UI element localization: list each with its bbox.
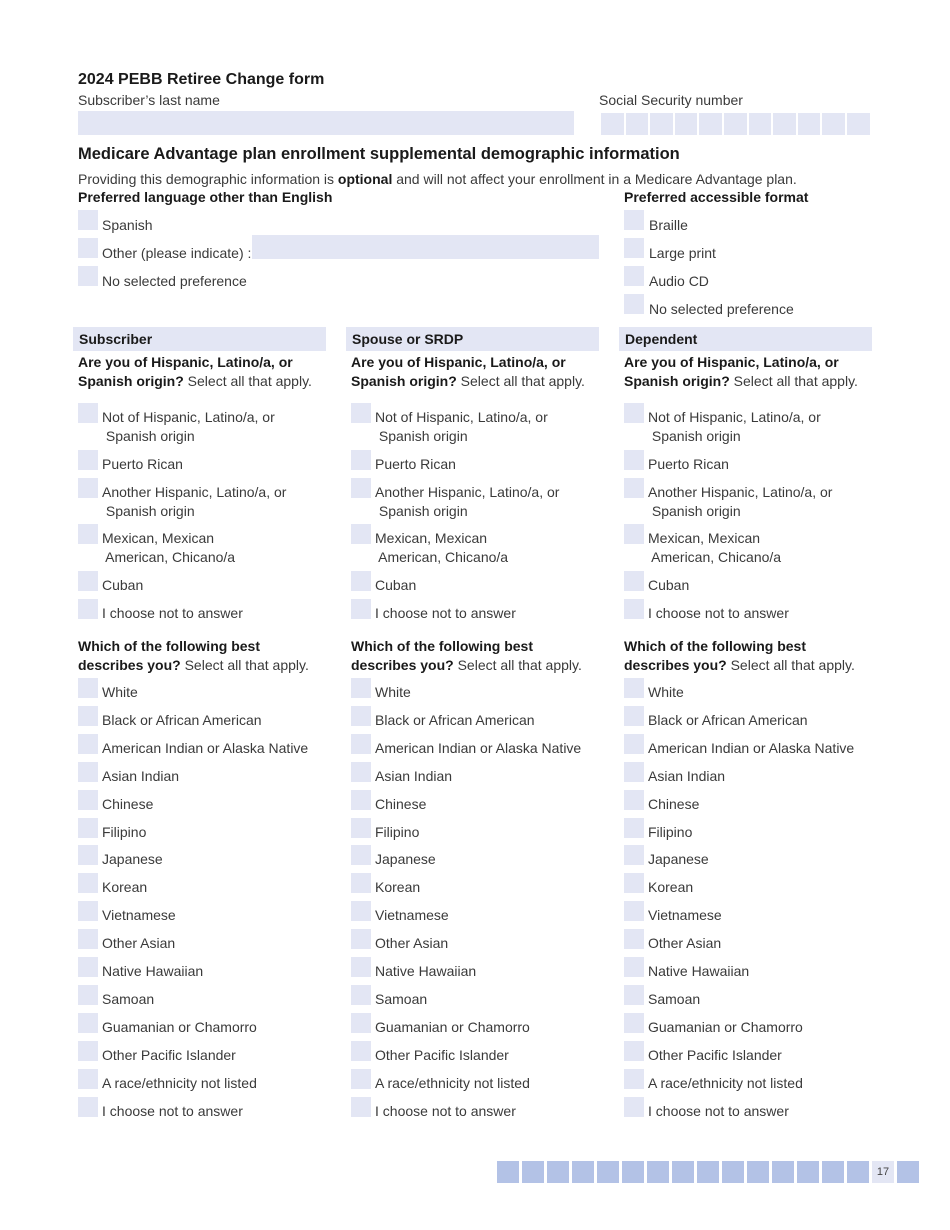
- hispanic-option-checkbox[interactable]: [78, 571, 98, 591]
- race-option-checkbox[interactable]: [624, 1013, 644, 1033]
- hispanic-option-label: Mexican, Mexican: [375, 530, 488, 546]
- hispanic-option-checkbox[interactable]: [351, 571, 371, 591]
- footer-cell: [897, 1161, 919, 1183]
- ssn-input[interactable]: [601, 113, 870, 135]
- race-option-checkbox[interactable]: [351, 957, 371, 977]
- ssn-label: Social Security number: [599, 92, 743, 108]
- race-option-checkbox[interactable]: [624, 678, 644, 698]
- hispanic-option-label: Spanish origin: [102, 503, 195, 519]
- hispanic-option-label: Cuban: [648, 577, 690, 593]
- race-option-label: Samoan: [648, 990, 701, 1007]
- race-option-label: Filipino: [648, 823, 693, 840]
- hispanic-option-label: Puerto Rican: [102, 456, 183, 472]
- footer-cell: [572, 1161, 594, 1183]
- race-option-label: Guamanian or Chamorro: [375, 1018, 530, 1035]
- race-option-checkbox[interactable]: [351, 901, 371, 921]
- ssn-digit-cell[interactable]: [847, 113, 870, 135]
- format-heading: Preferred accessible format: [624, 189, 809, 205]
- language-option-checkbox[interactable]: [78, 210, 98, 230]
- race-option-checkbox[interactable]: [78, 1013, 98, 1033]
- race-option-label: White: [375, 684, 411, 700]
- race-option-checkbox[interactable]: [624, 929, 644, 949]
- hispanic-option-checkbox[interactable]: [351, 450, 371, 470]
- race-option-label: Vietnamese: [648, 907, 722, 924]
- race-option-label: Black or African American: [648, 711, 808, 728]
- race-option-label: Native Hawaiian: [102, 963, 204, 979]
- race-option-label: Vietnamese: [375, 907, 449, 924]
- footer-cell: [747, 1161, 769, 1183]
- race-option-checkbox[interactable]: [351, 1097, 371, 1117]
- column-header: Dependent: [619, 327, 872, 351]
- race-option-label: Guamanian or Chamorro: [648, 1018, 803, 1035]
- hispanic-option-checkbox[interactable]: [78, 478, 98, 498]
- intro-text: Providing this demographic information is optional and will not affect your enrollment in a Medicare Advantage plan.: [78, 171, 797, 187]
- footer-cell: [497, 1161, 519, 1183]
- race-option-label: Other Pacific Islander: [102, 1046, 236, 1063]
- footer-cell: [772, 1161, 794, 1183]
- race-option-checkbox[interactable]: [351, 1069, 371, 1089]
- race-option-checkbox[interactable]: [78, 873, 98, 893]
- race-option-label: Other Asian: [375, 935, 449, 952]
- race-option-label: White: [102, 684, 138, 700]
- hispanic-option-checkbox[interactable]: [78, 599, 98, 619]
- race-option-label: American Indian or Alaska Native: [648, 739, 855, 756]
- race-option-checkbox[interactable]: [78, 929, 98, 949]
- hispanic-option-checkbox[interactable]: [78, 450, 98, 470]
- race-question: Which of the following best describes you? Select all that apply.: [351, 638, 582, 673]
- race-option-label: Filipino: [375, 823, 420, 840]
- format-option-checkbox[interactable]: [624, 294, 644, 314]
- hispanic-option-label: Mexican, Mexican: [648, 530, 761, 546]
- language-option-checkbox[interactable]: [78, 238, 98, 258]
- hispanic-option-label: Another Hispanic, Latino/a, or: [375, 484, 560, 500]
- race-option-checkbox[interactable]: [351, 678, 371, 698]
- race-option-label: Other Asian: [102, 935, 176, 952]
- race-option-checkbox[interactable]: [351, 1041, 371, 1061]
- race-option-checkbox[interactable]: [351, 845, 371, 865]
- footer-cell: [797, 1161, 819, 1183]
- hispanic-option-label: American, Chicano/a: [375, 549, 509, 565]
- race-option-checkbox[interactable]: [351, 985, 371, 1005]
- ssn-digit-cell[interactable]: [601, 113, 624, 135]
- race-option-checkbox[interactable]: [78, 818, 98, 838]
- footer-cell: [547, 1161, 569, 1183]
- race-option-checkbox[interactable]: [624, 901, 644, 921]
- format-option-label: Large print: [649, 245, 716, 261]
- language-option-label: No selected preference: [102, 273, 247, 289]
- language-option-label: Other (please indicate) :: [102, 245, 252, 261]
- language-heading: Preferred language other than English: [78, 189, 333, 205]
- race-option-checkbox[interactable]: [78, 901, 98, 921]
- footer-cell: [672, 1161, 694, 1183]
- race-option-label: Chinese: [648, 795, 700, 812]
- race-option-label: American Indian or Alaska Native: [102, 739, 309, 756]
- race-option-label: Japanese: [102, 851, 163, 868]
- race-option-checkbox[interactable]: [624, 1041, 644, 1061]
- race-option-checkbox[interactable]: [624, 790, 644, 810]
- race-option-checkbox[interactable]: [78, 957, 98, 977]
- footer-cell: [847, 1161, 869, 1183]
- hispanic-option-checkbox[interactable]: [624, 599, 644, 619]
- hispanic-option-label: American, Chicano/a: [648, 549, 782, 565]
- race-option-checkbox[interactable]: [351, 818, 371, 838]
- hispanic-option-checkbox[interactable]: [624, 478, 644, 498]
- race-option-checkbox[interactable]: [78, 762, 98, 782]
- race-option-label: Korean: [648, 879, 694, 896]
- race-option-label: Asian Indian: [648, 767, 726, 784]
- race-option-checkbox[interactable]: [78, 1069, 98, 1089]
- race-option-label: Asian Indian: [375, 767, 453, 784]
- footer-cell: [647, 1161, 669, 1183]
- hispanic-option-checkbox[interactable]: [624, 524, 644, 544]
- ssn-digit-cell[interactable]: [773, 113, 796, 135]
- ssn-digit-cell[interactable]: [798, 113, 821, 135]
- race-option-checkbox[interactable]: [624, 762, 644, 782]
- race-option-label: White: [648, 684, 684, 700]
- hispanic-option-label: Spanish origin: [648, 428, 741, 444]
- hispanic-option-checkbox[interactable]: [351, 403, 371, 423]
- race-option-checkbox[interactable]: [351, 873, 371, 893]
- hispanic-option-label: American, Chicano/a: [102, 549, 236, 565]
- footer-cell: [722, 1161, 744, 1183]
- race-option-checkbox[interactable]: [624, 985, 644, 1005]
- hispanic-option-label: Mexican, Mexican: [102, 530, 215, 546]
- race-option-label: Other Asian: [648, 935, 722, 952]
- format-option-checkbox[interactable]: [624, 266, 644, 286]
- ssn-digit-cell[interactable]: [822, 113, 845, 135]
- race-option-label: A race/ethnicity not listed: [375, 1074, 530, 1091]
- last-name-input[interactable]: [78, 111, 574, 135]
- last-name-label: Subscriber’s last name: [78, 92, 220, 108]
- hispanic-question: Are you of Hispanic, Latino/a, or Spanish origin? Select all that apply.: [351, 354, 585, 389]
- ssn-digit-cell[interactable]: [650, 113, 673, 135]
- race-option-label: Chinese: [375, 795, 427, 812]
- race-option-checkbox[interactable]: [351, 1013, 371, 1033]
- hispanic-option-label: Spanish origin: [375, 428, 468, 444]
- hispanic-option-label: Another Hispanic, Latino/a, or: [648, 484, 833, 500]
- hispanic-option-checkbox[interactable]: [78, 403, 98, 423]
- hispanic-option-label: Cuban: [375, 577, 417, 593]
- page-number: 17: [872, 1161, 894, 1183]
- format-option-label: Braille: [649, 217, 688, 233]
- race-option-checkbox[interactable]: [78, 845, 98, 865]
- race-option-label: Other Pacific Islander: [648, 1046, 782, 1063]
- footer-cell: [697, 1161, 719, 1183]
- footer-cell: [822, 1161, 844, 1183]
- ssn-digit-cell[interactable]: [626, 113, 649, 135]
- hispanic-option-label: Spanish origin: [648, 503, 741, 519]
- race-option-checkbox[interactable]: [624, 818, 644, 838]
- hispanic-option-label: I choose not to answer: [375, 605, 516, 621]
- column-header: Spouse or SRDP: [346, 327, 599, 351]
- race-option-label: Black or African American: [375, 711, 535, 728]
- hispanic-option-label: Spanish origin: [375, 503, 468, 519]
- race-option-label: American Indian or Alaska Native: [375, 739, 582, 756]
- ssn-digit-cell[interactable]: [675, 113, 698, 135]
- hispanic-option-label: Not of Hispanic, Latino/a, or: [648, 409, 821, 425]
- hispanic-option-checkbox[interactable]: [351, 599, 371, 619]
- hispanic-option-label: Another Hispanic, Latino/a, or: [102, 484, 287, 500]
- race-option-checkbox[interactable]: [78, 985, 98, 1005]
- race-option-label: A race/ethnicity not listed: [648, 1074, 803, 1091]
- format-option-checkbox[interactable]: [624, 238, 644, 258]
- hispanic-option-checkbox[interactable]: [624, 571, 644, 591]
- race-option-label: Black or African American: [102, 711, 262, 728]
- race-option-checkbox[interactable]: [78, 1041, 98, 1061]
- hispanic-option-label: Puerto Rican: [375, 456, 456, 472]
- race-question: Which of the following best describes you? Select all that apply.: [78, 638, 309, 673]
- race-option-label: I choose not to answer: [375, 1102, 516, 1119]
- race-option-checkbox[interactable]: [351, 762, 371, 782]
- race-option-checkbox[interactable]: [351, 706, 371, 726]
- race-option-checkbox[interactable]: [351, 790, 371, 810]
- hispanic-option-label: Not of Hispanic, Latino/a, or: [375, 409, 548, 425]
- other-language-input[interactable]: [252, 235, 599, 259]
- race-option-label: Japanese: [375, 851, 436, 868]
- format-option-label: No selected preference: [649, 301, 794, 317]
- footer-cell: [522, 1161, 544, 1183]
- ssn-digit-cell[interactable]: [724, 113, 747, 135]
- hispanic-option-checkbox[interactable]: [351, 478, 371, 498]
- race-option-label: Native Hawaiian: [375, 963, 477, 979]
- race-option-checkbox[interactable]: [624, 957, 644, 977]
- hispanic-option-label: Not of Hispanic, Latino/a, or: [102, 409, 275, 425]
- race-option-label: Japanese: [648, 851, 709, 868]
- ssn-digit-cell[interactable]: [749, 113, 772, 135]
- race-option-label: Vietnamese: [102, 907, 176, 924]
- language-option-label: Spanish: [102, 217, 153, 233]
- race-option-checkbox[interactable]: [624, 1069, 644, 1089]
- race-option-label: I choose not to answer: [648, 1102, 789, 1119]
- race-option-checkbox[interactable]: [78, 678, 98, 698]
- race-option-checkbox[interactable]: [624, 734, 644, 754]
- hispanic-option-checkbox[interactable]: [351, 524, 371, 544]
- race-option-checkbox[interactable]: [351, 929, 371, 949]
- hispanic-option-label: Puerto Rican: [648, 456, 729, 472]
- race-option-checkbox[interactable]: [78, 706, 98, 726]
- race-option-label: Native Hawaiian: [648, 963, 750, 979]
- race-option-label: Korean: [102, 879, 148, 896]
- hispanic-question: Are you of Hispanic, Latino/a, or Spanish origin? Select all that apply.: [624, 354, 858, 389]
- race-option-label: Samoan: [102, 990, 155, 1007]
- race-option-label: I choose not to answer: [102, 1102, 243, 1119]
- race-option-checkbox[interactable]: [624, 873, 644, 893]
- language-option-checkbox[interactable]: [78, 266, 98, 286]
- race-question: Which of the following best describes you? Select all that apply.: [624, 638, 855, 673]
- race-option-label: Asian Indian: [102, 767, 180, 784]
- hispanic-option-label: I choose not to answer: [102, 605, 243, 621]
- race-option-checkbox[interactable]: [351, 734, 371, 754]
- footer-bar: [497, 1161, 919, 1183]
- hispanic-option-checkbox[interactable]: [624, 450, 644, 470]
- hispanic-option-label: I choose not to answer: [648, 605, 789, 621]
- race-option-label: Guamanian or Chamorro: [102, 1018, 257, 1035]
- race-option-label: Samoan: [375, 990, 428, 1007]
- footer-cell: [597, 1161, 619, 1183]
- race-option-label: Other Pacific Islander: [375, 1046, 509, 1063]
- race-option-checkbox[interactable]: [78, 734, 98, 754]
- race-option-checkbox[interactable]: [624, 706, 644, 726]
- column-header: Subscriber: [73, 327, 326, 351]
- race-option-checkbox[interactable]: [78, 1097, 98, 1117]
- race-option-checkbox[interactable]: [624, 1097, 644, 1117]
- race-option-label: Korean: [375, 879, 421, 896]
- format-option-label: Audio CD: [649, 273, 709, 289]
- section-title: Medicare Advantage plan enrollment supplemental demographic information: [78, 145, 680, 163]
- format-option-checkbox[interactable]: [624, 210, 644, 230]
- form-title: 2024 PEBB Retiree Change form: [78, 71, 325, 88]
- footer-cell: [622, 1161, 644, 1183]
- hispanic-option-label: Cuban: [102, 577, 144, 593]
- hispanic-option-label: Spanish origin: [102, 428, 195, 444]
- race-option-label: Filipino: [102, 823, 147, 840]
- hispanic-option-checkbox[interactable]: [624, 403, 644, 423]
- race-option-checkbox[interactable]: [78, 790, 98, 810]
- hispanic-question: Are you of Hispanic, Latino/a, or Spanish origin? Select all that apply.: [78, 354, 312, 389]
- race-option-checkbox[interactable]: [624, 845, 644, 865]
- race-option-label: Chinese: [102, 795, 154, 812]
- ssn-digit-cell[interactable]: [699, 113, 722, 135]
- race-option-label: A race/ethnicity not listed: [102, 1074, 257, 1091]
- hispanic-option-checkbox[interactable]: [78, 524, 98, 544]
